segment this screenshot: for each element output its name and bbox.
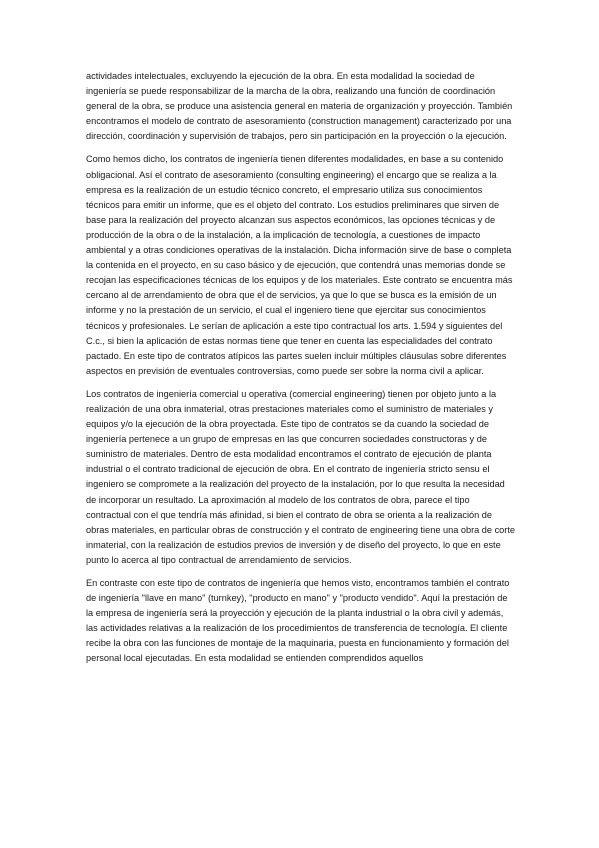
- paragraph-3: Los contratos de ingeniería comercial u operativa (comercial engineering) tienen por objeto junto a la realización de una obra inmaterial, otras prestaciones materiales como el suministro de materiales y equipos y/o la ejecución de la obra proyectada. Este tipo de contratos se da cuando la sociedad de ingeniería pertenece a un grupo de empresas en las que concurren sociedades constructoras y de suministro de materiales. Dentro de esta modalidad encontramos el contrato de ejecución de planta industrial o el contrato tradicional de ejecución de obra. En el contrato de ingeniería stricto sensu el ingeniero se compromete a la realización del proyecto de la instalación, por lo que resulta la necesidad de incorporar un resultado. La aproximación al modelo de los contratos de obra, parece el tipo contractual con el que tendría más afinidad, si bien el contrato de obra se orienta a la realización de obras materiales, en particular obras de construcción y el contrato de engineering tiene una obra de corte inmaterial, con la realización de estudios previos de inversión y de diseño del proyecto, lo que en este punto lo acerca al tipo contractual de arrendamiento de servicios.: [86, 388, 516, 565]
- paragraph-4: En contraste con este tipo de contratos de ingeniería que hemos visto, encontramos también el contrato de ingeniería "llave en mano" (turnkey), "producto en mano" y "producto vendido". Aquí la prestación de la empresa de ingeniería será la proyección y ejecución de la planta industrial o la obra civil y además, las actividades relativas a la realización de los procedimientos de transferencia de tecnología. El cliente recibe la obra con las funciones de montaje de la maquinaria, puesta en funcionamiento y formación del personal local ejecutadas. En esta modalidad se entienden comprendidos aquellos: [86, 578, 510, 664]
- paragraph-2: Como hemos dicho, los contratos de ingeniería tienen diferentes modalidades, en base a su contenido obligacional. Así el contrato de asesoramiento (consulting engineering) el encargo que se realiza a la empresa es la realización de un estudio técnico concreto, el empresario utiliza sus conocimientos técnicos para emitir un informe, que es el objeto del contrato. Los estudios preliminares que sirven de base para la realización del proyecto alcanzan sus aspectos económicos, las opciones técnicas y de producción de la obra o de la instalación, a la implicación de tecnología, a cuestiones de impacto ambiental y a otras condiciones operativas de la instalación. Dicha información sirve de base o completa la contenida en el proyecto, en su caso básico y de ejecución, que contendrá unas memorias donde se recojan las especificaciones técnicas de los equipos y de los materiales. Este contrato se encuentra más cercano al de arrendamiento de obra que el de servicios, ya que lo que se busca es la emisión de un informe y no la prestación de un servicio, el cual el ingeniero tiene que ejercitar sus conocimientos técnicos y profesionales. Le serían de aplicación a este tipo contractual los arts. 1.594 y siguientes del C.c., si bien la aplicación de estas normas tiene que tener en cuenta las especialidades del contrato pactado. En este tipo de contratos atípicos las partes suelen incluir múltiples cláusulas sobre diferentes aspectos en previsión de eventuales controversias, como puede ser sobre la norma civil a aplicar.: [86, 154, 513, 376]
- paragraph-1: actividades intelectuales, excluyendo la ejecución de la obra. En esta modalidad la sociedad de ingeniería se puede responsabilizar de la marcha de la obra, realizando una función de coordinación general de la obra, se produce una asistencia general en materia de organización y proyección. También encontramos el modelo de contrato de asesoramiento (construction management) caracterizado por una dirección, coordinación y supervisión de trabajos, pero sin participación en la proyección o la ejecución.: [86, 71, 513, 142]
- document-body: [86, 69, 516, 675]
